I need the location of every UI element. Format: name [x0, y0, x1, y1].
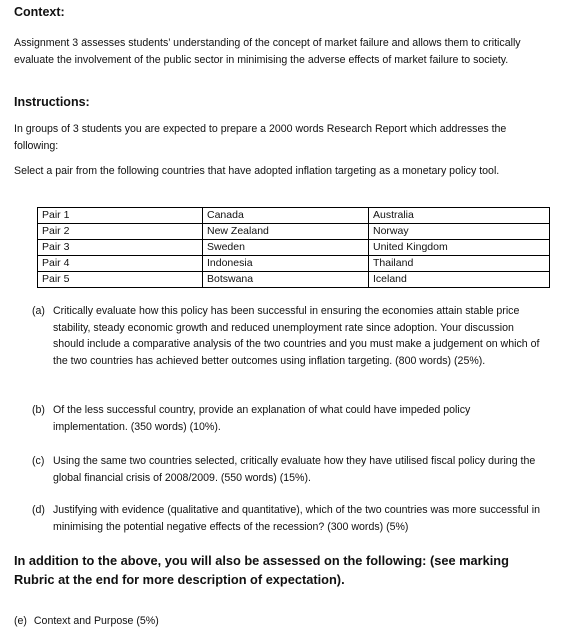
table-row: [38, 272, 550, 288]
country-cell: Australia: [369, 208, 550, 224]
extra-item: [14, 613, 159, 630]
question-b: [32, 402, 542, 435]
table-row: [38, 240, 550, 256]
context-paragraph: Assignment 3 assesses students’ understanding of the concept of market failure and allows them to critically evaluate the involvement of the public sector in minimising the adverse effects of market failure to society.: [14, 37, 521, 66]
instructions-heading: Instructions:: [14, 95, 90, 109]
question-text: Justifying with evidence (qualitative and quantitative), which of the two countries was more successful in minimising the potential negative effects of the recession? (300 words) (5%): [53, 504, 540, 533]
extra-item-label: (e): [14, 615, 27, 627]
question-d: [32, 502, 542, 535]
table-row: [38, 208, 550, 224]
pair-cell: Pair 4: [38, 256, 203, 272]
country-cell: Norway: [369, 224, 550, 240]
question-label: (a): [32, 305, 45, 317]
country-cell: United Kingdom: [369, 240, 550, 256]
table-row: [38, 224, 550, 240]
country-cell: Sweden: [203, 240, 369, 256]
country-cell: Botswana: [203, 272, 369, 288]
question-label: (d): [32, 504, 45, 516]
pair-cell: Pair 5: [38, 272, 203, 288]
pair-cell: Pair 3: [38, 240, 203, 256]
pair-cell: Pair 1: [38, 208, 203, 224]
country-cell: Canada: [203, 208, 369, 224]
instructions-paragraph: In groups of 3 students you are expected to prepare a 2000 words Research Report which addresses the following:: [14, 123, 507, 152]
assessment-note: In addition to the above, you will also be assessed on the following: (see marking Rubric at the end for more description of expectation).: [14, 553, 509, 587]
question-label: (c): [32, 455, 45, 467]
extra-item-text: Context and Purpose (5%): [33, 615, 159, 627]
pair-cell: Pair 2: [38, 224, 203, 240]
question-text: Of the less successful country, provide an explanation of what could have impeded policy implementation. (350 words) (10%).: [53, 404, 471, 433]
select-pair-paragraph: Select a pair from the following countries that have adopted inflation targeting as a monetary policy tool.: [14, 165, 500, 177]
country-cell: Thailand: [369, 256, 550, 272]
question-text: Using the same two countries selected, critically evaluate how they have utilised fiscal policy during the global financial crisis of 2008/2009. (550 words) (15%).: [53, 455, 536, 484]
question-label: (b): [32, 404, 45, 416]
context-heading: Context:: [14, 5, 65, 19]
country-cell: Indonesia: [203, 256, 369, 272]
country-pairs-table: [37, 207, 550, 288]
table-row: [38, 256, 550, 272]
country-cell: Iceland: [369, 272, 550, 288]
question-text: Critically evaluate how this policy has been successful in ensuring the economies attain stable price stability, steady economic growth and reduced unemployment rate since adoption. Your discussion should include a comparative analysis of the two countries and you must make a judgement on which of the two countries has achieved better outcomes using inflation targeting. (800 words) (25%).: [53, 305, 540, 367]
question-c: [32, 453, 542, 486]
question-a: [32, 303, 542, 369]
country-cell: New Zealand: [203, 224, 369, 240]
